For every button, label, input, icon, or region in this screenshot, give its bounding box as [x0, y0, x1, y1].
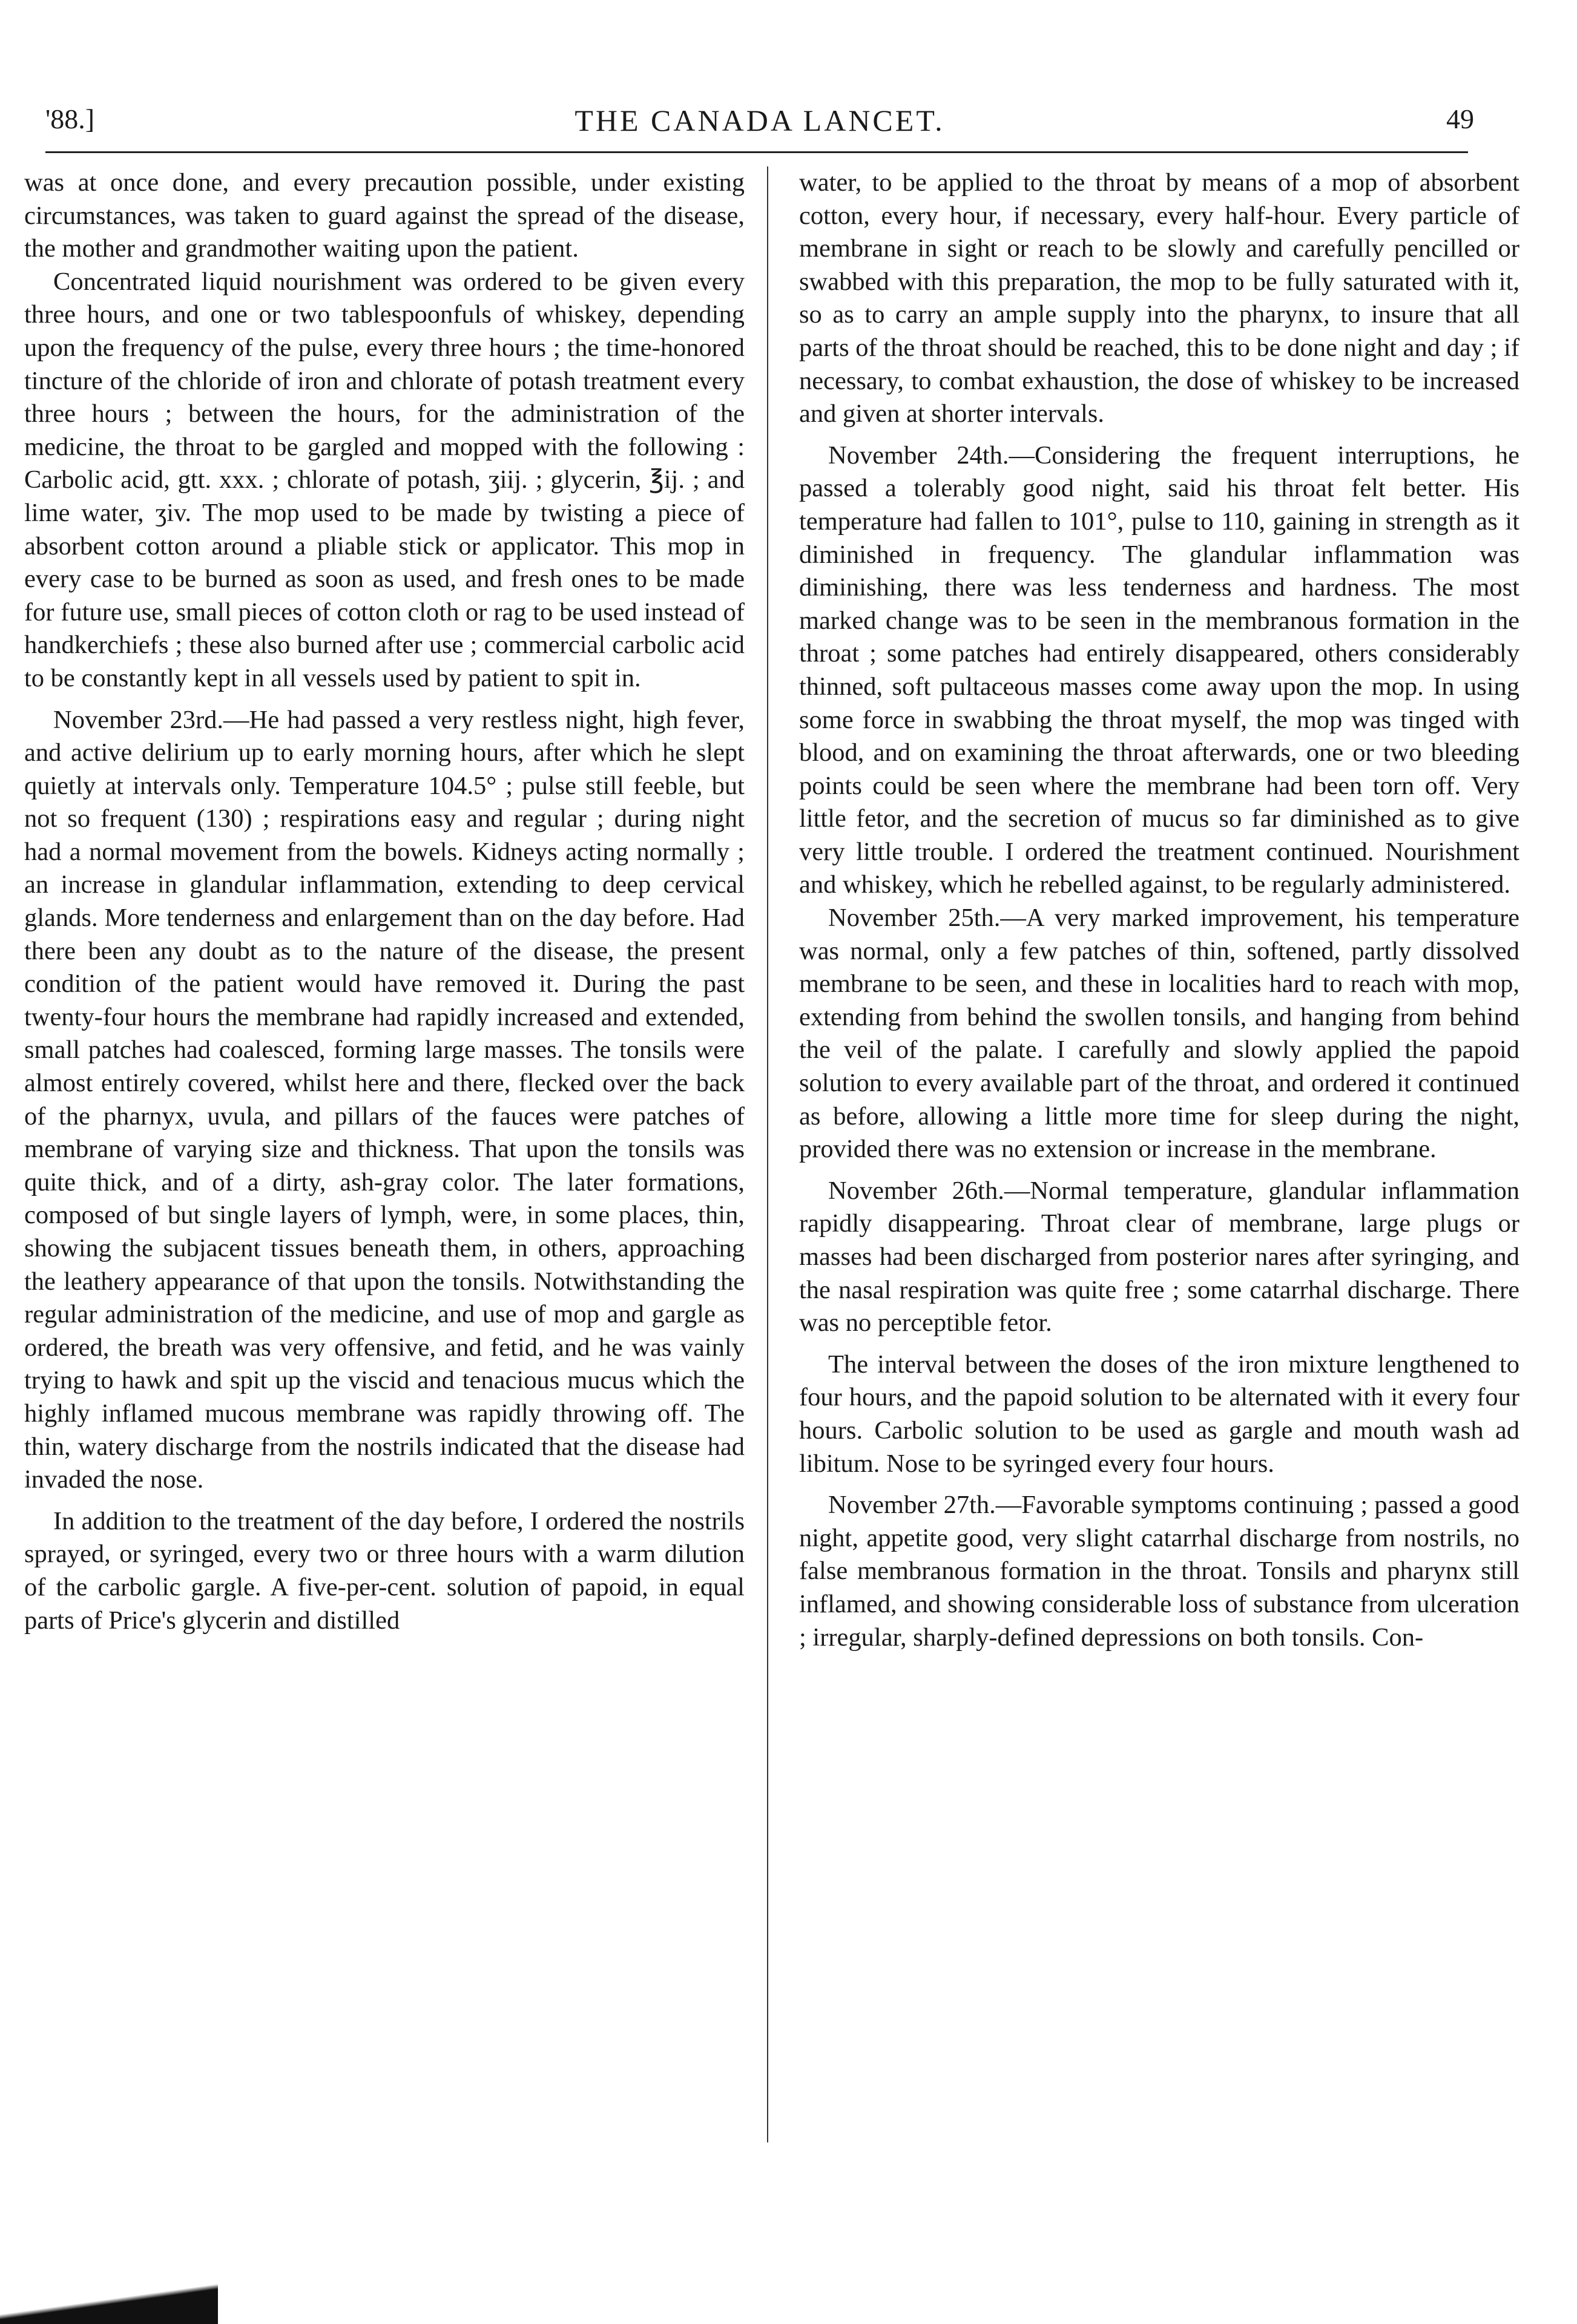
running-header [45, 103, 1474, 145]
header-rule [45, 151, 1468, 153]
journal-title: THE CANADA LANCET. [575, 103, 945, 137]
header-year: '88.] [45, 103, 95, 134]
paragraph-papoid-application: water, to be applied to the throat by means of a mop of absorbent cotton, every hour, if necessary, every half-hour. Every particle of membrane in sight or reach to be slowly and carefully pencilled or swabbed with this preparation, the mop to be fully saturated with it, so as to carry an ample supply into the pharynx, to insure that all parts of the throat should be reached, this to be done night and day ; if necessary, to combat exhaustion, the dose of whiskey to be increased and given at shorter intervals. [799, 168, 1519, 428]
right-column [799, 166, 1519, 1654]
scan-edge-shadow [0, 2282, 218, 2324]
paragraph-dosing-interval: The interval between the doses of the iron mixture lengthened to four hours, and the papoid solution to be alternated with it every four hours. Carbolic solution to be used as gargle and mouth wash ad libitum. Nose to be syringed every four hours. [799, 1350, 1519, 1478]
paragraph-november-25th: November 25th.—A very marked improvement, his temperature was normal, only a few patches of thin, softened, partly dissolved membrane to be seen, and these in localities hard to reach with mop, extending from behind the swollen tonsils, and hanging from behind the veil of the palate. I carefully and slowly applied the papoid solution to every available part of the throat, and ordered it continued as before, allowing a little more time for sleep during the night, provided there was no extension or increase in the membrane. [799, 904, 1519, 1164]
paragraph-november-23rd: November 23rd.—He had passed a very restless night, high fever, and active delirium up to early morning hours, after which he slept quietly at intervals only. Temperature 104.5° ; pulse still feeble, but not so frequent (130) ; respirations easy and regular ; during night had a normal movement from the bowels. Kidneys acting normally ; an increase in glandular inflammation, extending to deep cervical glands. More tenderness and enlargement than on the day before. Had there been any doubt as to the nature of the disease, the present condition of the patient would have removed it. During the past twenty-four hours the membrane had rapidly increased and extended, small patches had coalesced, forming large masses. The tonsils were almost entirely covered, whilst here and there, flecked over the back of the pharnyx, uvula, and pillars of the fauces were patches of membrane of varying size and thickness. That upon the tonsils was quite thick, and of a dirty, ash-gray color. The later formations, composed of but single layers of lymph, were, in some places, thin, showing the subjacent tissues beneath them, in others, approaching the leathery appearance of that upon the tonsils. Notwithstanding the regular administration of the medicine, and use of mop and gargle as ordered, the breath was very offensive, and fetid, and he was vainly trying to hawk and spit up the viscid and tenacious mucus which the highly inflamed mucous membrane was rapidly throwing off. The thin, watery discharge from the nostrils indicated that the disease had invaded the nose. [24, 705, 745, 1494]
left-column [24, 166, 745, 1637]
paragraph-november-27th: November 27th.—Favorable symptoms continuing ; passed a good night, appetite good, very slight catarrhal discharge from nostrils, no false membranous formation in the throat. Tonsils and pharynx still inflamed, and showing considerable loss of substance from ulceration ; irregular, sharply-defined depressions on both tonsils. Con- [799, 1491, 1519, 1652]
paragraph-additional-treatment: In addition to the treatment of the day before, I ordered the nostrils sprayed, or syringed, every two or three hours with a warm dilution of the carbolic gargle. A five-per-cent. solution of papoid, in equal parts of Price's glycerin and distilled [24, 1506, 745, 1635]
page-number: 49 [1446, 103, 1474, 134]
paragraph-november-26th: November 26th.—Normal temperature, glandular inflammation rapidly disappearing. Throat clear of membrane, large plugs or masses had been discharged from posterior nares after syringing, and the nasal respiration was quite free ; some catarrhal discharge. There was no perceptible fetor. [799, 1176, 1519, 1338]
paragraph-continued: was at once done, and every precaution possible, under existing circumstances, was taken to guard against the spread of the disease, the mother and grandmother waiting upon the patient. [24, 168, 745, 263]
column-divider [767, 166, 768, 2142]
paragraph-november-24th: November 24th.—Considering the frequent interruptions, he passed a tolerably good night, said his throat felt better. His temperature had fallen to 101°, pulse to 110, gaining in strength as it diminished in frequency. The glandular inflammation was diminishing, there was less tenderness and hardness. The most marked change was to be seen in the membranous formation in the throat ; some patches had entirely disappeared, others considerably thinned, soft pultaceous masses come away upon the mop. In using some force in swabbing the throat myself, the mop was tinged with blood, and on examining the throat afterwards, one or two bleeding points could be seen where the membrane had been torn off. Very little fetor, and the secretion of mucus so far diminished as to give very little trouble. I ordered the treatment continued. Nourishment and whiskey, which he rebelled against, to be regularly administered. [799, 441, 1519, 899]
paragraph-treatment-orders: Concentrated liquid nourishment was ordered to be given every three hours, and one or two tablespoonfuls of whiskey, depending upon the frequency of the pulse, every three hours ; the time-honored tincture of the chloride of iron and chlorate of potash treatment every three hours ; between the hours, for the administration of the medicine, the throat to be gargled and mopped with the following : Carbolic acid, gtt. xxx. ; chlorate of potash, ʒiij. ; glycerin, ℥ij. ; and lime water, ʒiv. The mop used to be made by twisting a piece of absorbent cotton around a pliable stick or applicator. This mop in every case to be burned as soon as used, and fresh ones to be made for future use, small pieces of cotton cloth or rag to be used instead of handkerchiefs ; these also burned after use ; commercial carbolic acid to be constantly kept in all vessels used by patient to spit in. [24, 267, 745, 692]
